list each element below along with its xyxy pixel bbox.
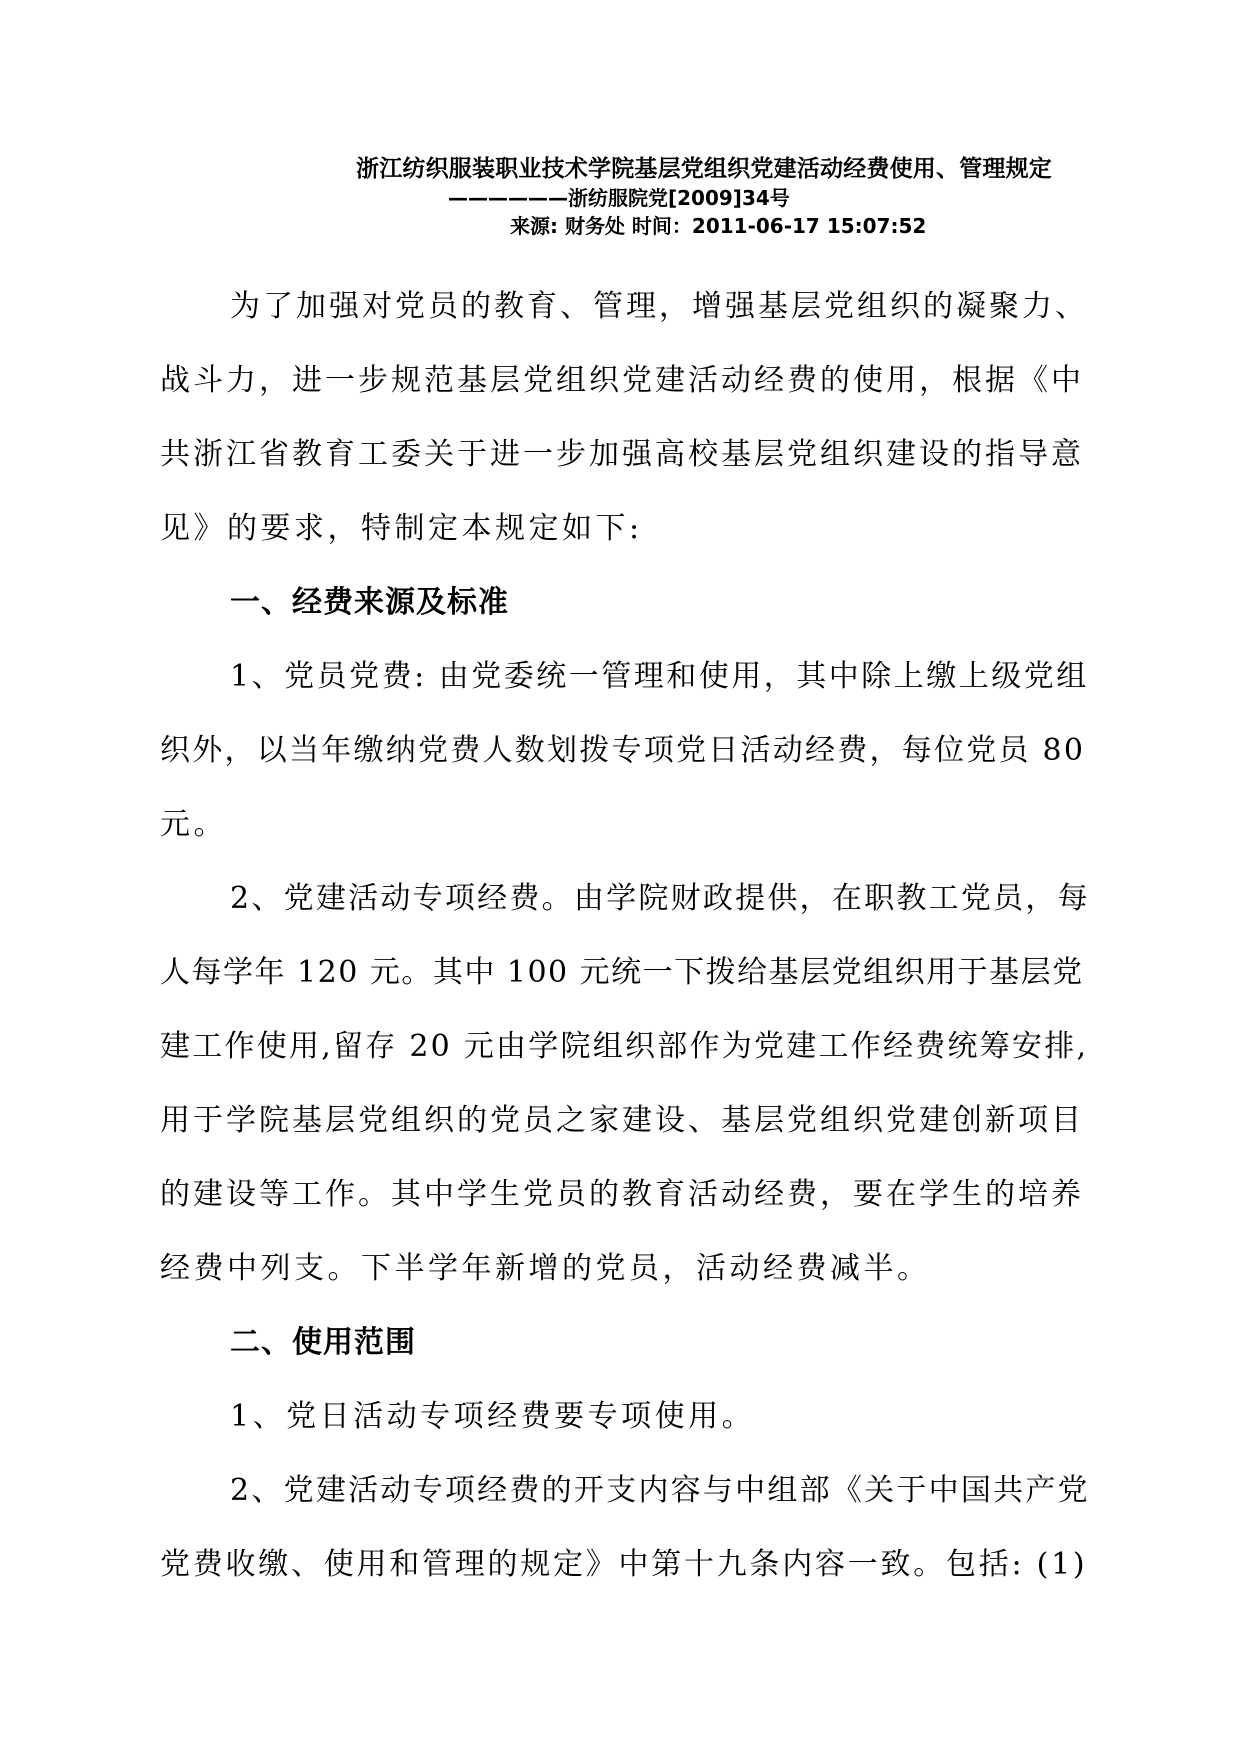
paragraph-line: 2、党建活动专项经费。由学院财政提供，在职教工党员，每: [230, 881, 1090, 916]
paragraph-line: 1、党员党费: 由党委统一管理和使用，其中除上缴上级党组: [230, 659, 1089, 694]
document-body: [160, 270, 1090, 1602]
document-number: ——————浙纺服院党[2009]34号: [448, 186, 790, 210]
section-heading: 一、经费来源及标准: [230, 585, 509, 620]
paragraph-line: 建工作使用,留存 20 元由学院组织部作为党建工作经费统筹安排,: [160, 1029, 1089, 1064]
paragraph-line: 用于学院基层党组织的党员之家建设、基层党组织党建创新项目: [160, 1103, 1084, 1138]
paragraph-line: 元。: [160, 807, 227, 842]
paragraph-line: 2、党建活动专项经费的开支内容与中组部《关于中国共产党: [230, 1473, 1090, 1508]
paragraph-line: 的建设等工作。其中学生党员的教育活动经费，要在学生的培养: [160, 1177, 1084, 1212]
source-line: 来源: 财务处 时间：2011-06-17 15:07:52: [510, 214, 927, 238]
paragraph-line: 1、党日活动专项经费要专项使用。: [230, 1399, 756, 1434]
paragraph-line: 党费收缴、使用和管理的规定》中第十九条内容一致。包括: (1): [160, 1547, 1088, 1582]
paragraph-line: 共浙江省教育工委关于进一步加强高校基层党组织建设的指导意: [160, 437, 1084, 472]
paragraph-line: 见》的要求，特制定本规定如下:: [160, 511, 643, 546]
paragraph-line: 织外，以当年缴纳党费人数划拨专项党日活动经费，每位党员 80: [160, 733, 1086, 768]
paragraph-line: 为了加强对党员的教育、管理，增强基层党组织的凝聚力、: [230, 289, 1088, 324]
paragraph-line: 人每学年 120 元。其中 100 元统一下拨给基层党组织用于基层党: [160, 955, 1084, 990]
document-title: 浙江纺织服装职业技术学院基层党组织党建活动经费使用、管理规定: [356, 156, 1052, 182]
paragraph-line: 经费中列支。下半学年新增的党员，活动经费减半。: [160, 1251, 931, 1286]
section-heading: 二、使用范围: [230, 1325, 416, 1360]
paragraph-line: 战斗力，进一步规范基层党组织党建活动经费的使用，根据《中: [160, 363, 1084, 398]
